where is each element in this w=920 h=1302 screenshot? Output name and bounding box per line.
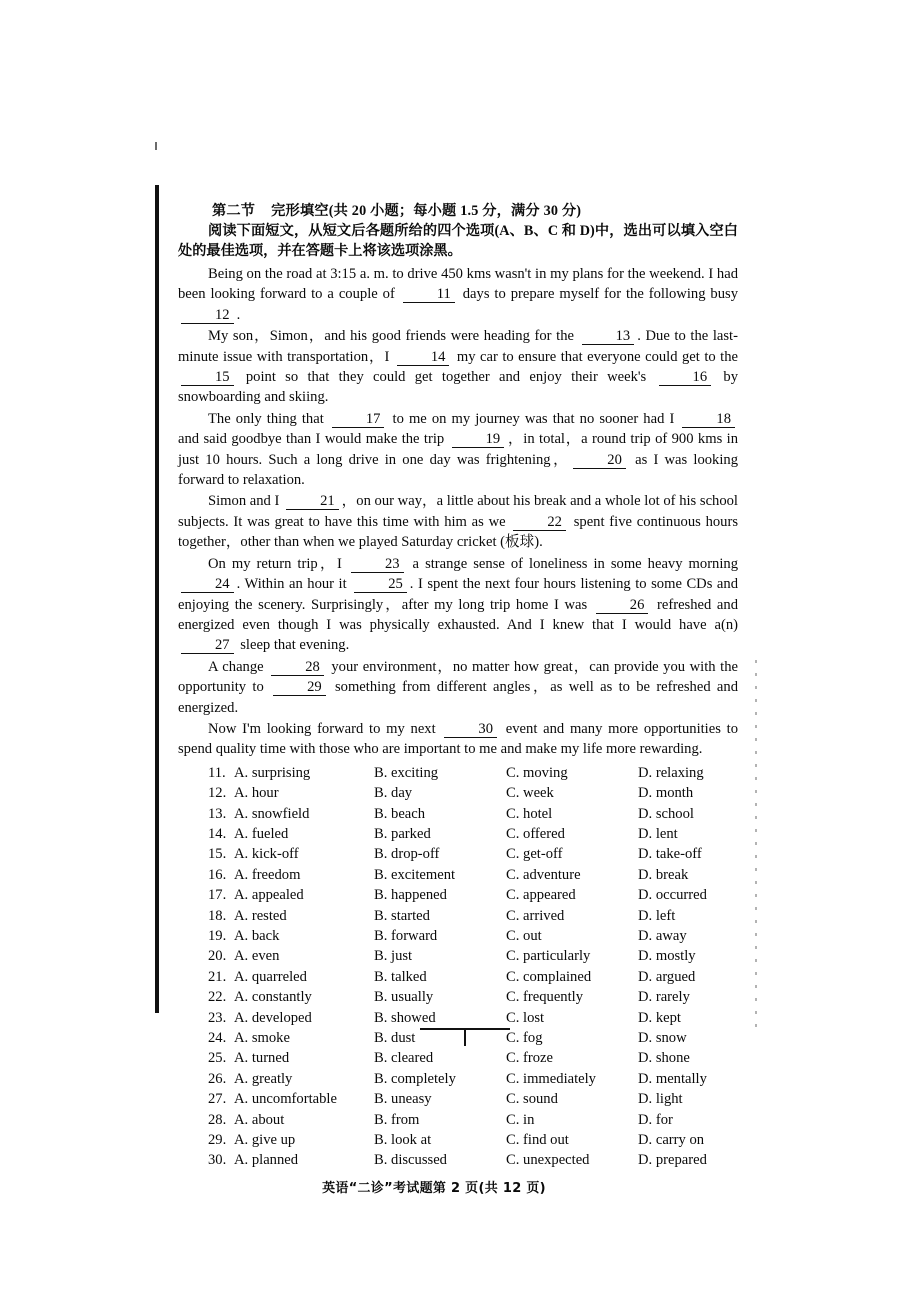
option-d-choice[interactable]: D. prepared xyxy=(638,1152,707,1169)
option-d-choice[interactable]: D. argued xyxy=(638,968,696,985)
question-number: 24. xyxy=(208,1030,227,1047)
passage-text: point so that they could get together and enjoy their week's xyxy=(236,369,656,386)
option-b-choice[interactable]: B. just xyxy=(374,948,413,965)
cloze-blank-27[interactable]: 27 xyxy=(181,638,234,654)
option-c-choice[interactable]: C. fog xyxy=(506,1030,543,1047)
question-number: 19. xyxy=(208,928,227,944)
question-row xyxy=(208,844,738,864)
option-c-choice[interactable]: C. adventure xyxy=(506,866,581,883)
option-c-choice[interactable]: C. week xyxy=(506,785,554,802)
question-row xyxy=(208,824,738,844)
option-b-choice[interactable]: B. excitement xyxy=(374,866,456,883)
passage-text: Now I'm looking forward to my next xyxy=(208,720,442,737)
passage-paragraph xyxy=(178,409,738,491)
question-number: 28. xyxy=(208,1111,227,1128)
question-row xyxy=(208,885,738,905)
page-footer: 英语“二诊”考试题第 2 页(共 12 页) xyxy=(322,1180,546,1196)
option-d-choice[interactable]: D. left xyxy=(638,907,676,924)
question-row xyxy=(208,865,738,885)
option-c-choice[interactable]: C. in xyxy=(506,1111,535,1128)
cloze-blank-30[interactable]: 30 xyxy=(444,722,497,738)
question-number: 18. xyxy=(208,907,227,924)
option-b-choice[interactable]: B. cleared xyxy=(374,1050,434,1067)
passage-text: My son，Simon，and his good friends were heading for the xyxy=(208,328,579,345)
question-number: 11. xyxy=(208,764,226,781)
option-c-choice[interactable]: C. offered xyxy=(506,825,565,842)
option-b-choice[interactable]: B. started xyxy=(374,907,430,924)
option-a-choice[interactable]: A. back xyxy=(234,928,280,944)
option-c-choice[interactable]: C. arrived xyxy=(506,907,565,924)
option-d-choice[interactable]: D. shone xyxy=(638,1050,690,1067)
option-b-choice[interactable]: B. exciting xyxy=(374,764,439,781)
cloze-blank-18[interactable]: 18 xyxy=(682,412,735,428)
option-a-choice[interactable]: A. snowfield xyxy=(234,805,310,822)
option-d-choice[interactable]: D. carry on xyxy=(638,1132,705,1149)
option-d-choice[interactable]: D. take-off xyxy=(638,846,702,863)
passage-text: The only thing that xyxy=(208,410,329,427)
option-c-choice[interactable]: C. immediately xyxy=(506,1070,596,1087)
exam-content-column xyxy=(178,200,738,1196)
question-number: 12. xyxy=(208,785,227,802)
question-row xyxy=(208,1048,738,1068)
cloze-blank-12[interactable]: 12 xyxy=(181,308,234,324)
option-c-choice[interactable]: C. particularly xyxy=(506,948,591,965)
option-d-choice[interactable]: D. kept xyxy=(638,1009,681,1026)
passage-text: your environment，no matter how great，can provide you with the opportunity to xyxy=(178,658,738,696)
passage-text: . Due to the last-minute issue with transportation，I xyxy=(178,328,738,365)
option-b-choice[interactable]: B. day xyxy=(374,785,413,802)
passage-text: my car to ensure that everyone could get to the xyxy=(452,348,738,365)
option-a-choice[interactable]: A. even xyxy=(234,948,280,965)
question-row xyxy=(208,906,738,926)
question-row xyxy=(208,987,738,1007)
question-row xyxy=(208,926,738,946)
question-number: 22. xyxy=(208,989,227,1006)
option-c-choice[interactable]: C. get-off xyxy=(506,846,563,863)
question-number: 20. xyxy=(208,948,227,965)
question-row xyxy=(208,1089,738,1109)
question-number: 21. xyxy=(208,968,227,985)
question-number: 27. xyxy=(208,1091,227,1108)
question-row xyxy=(208,1130,738,1150)
passage-text: On my return trip，I xyxy=(208,555,348,572)
top-registration-tick-artifact xyxy=(155,142,157,150)
question-row xyxy=(208,1008,738,1028)
passage-text: to me on my journey was that no sooner had I xyxy=(387,410,680,427)
cloze-blank-17[interactable]: 17 xyxy=(332,412,385,428)
option-c-choice[interactable]: C. out xyxy=(506,928,542,944)
option-d-choice[interactable]: D. lent xyxy=(638,825,678,842)
option-d-choice[interactable]: D. break xyxy=(638,866,689,883)
passage-text: . xyxy=(236,306,241,323)
option-b-choice[interactable]: B. completely xyxy=(374,1070,456,1087)
passage-text: a strange sense of loneliness in some heavy morning xyxy=(406,555,738,572)
question-row xyxy=(208,1110,738,1130)
option-a-choice[interactable]: A. hour xyxy=(234,785,279,802)
question-number: 29. xyxy=(208,1132,227,1149)
option-b-choice[interactable]: B. look at xyxy=(374,1132,432,1149)
section-directions: 阅读下面短文，从短文后各题所给的四个选项(A、B、C 和 D)中，选出可以填入空白处的最佳选项，并在答题卡上将该选项涂黑。 xyxy=(178,223,738,259)
cloze-blank-16[interactable]: 16 xyxy=(659,370,712,386)
passage-text: Being on the road at 3:15 a. m. to drive 450 kms wasn't in my plans for the weekend. I had been looking forward to a couple of xyxy=(178,266,738,303)
option-a-choice[interactable]: A. turned xyxy=(234,1050,290,1067)
option-b-choice[interactable]: B. showed xyxy=(374,1009,436,1026)
option-a-choice[interactable]: A. give up xyxy=(234,1132,296,1149)
question-number: 25. xyxy=(208,1050,227,1067)
option-c-choice[interactable]: C. moving xyxy=(506,764,568,781)
section-number: 第二节 xyxy=(212,203,256,219)
question-row xyxy=(208,1028,738,1048)
passage-text: event and many more opportunities to spend quality time with those who are important to me and make my life more rewarding. xyxy=(178,720,738,758)
option-d-choice[interactable]: D. school xyxy=(638,805,694,822)
option-c-choice[interactable]: C. hotel xyxy=(506,805,553,822)
section-title: 完形填空(共 20 小题；每小题 1.5 分，满分 30 分) xyxy=(271,203,582,219)
option-b-choice[interactable]: B. parked xyxy=(374,825,431,842)
option-a-choice[interactable]: A. about xyxy=(234,1111,285,1128)
option-c-choice[interactable]: C. find out xyxy=(506,1132,569,1149)
passage-text: A change xyxy=(208,658,269,675)
passage-text: Simon and I xyxy=(208,493,284,510)
option-c-choice[interactable]: C. unexpected xyxy=(506,1152,590,1169)
question-row xyxy=(208,804,738,824)
question-number: 17. xyxy=(208,887,227,904)
option-b-choice[interactable]: B. usually xyxy=(374,989,434,1006)
option-a-choice[interactable]: A. developed xyxy=(234,1009,312,1026)
cloze-blank-24[interactable]: 24 xyxy=(181,577,234,593)
passage-text: by snowboarding and skiing. xyxy=(178,369,738,406)
option-a-choice[interactable]: A. appealed xyxy=(234,887,304,904)
passage-text: and said goodbye than I would make the trip xyxy=(178,431,449,448)
option-b-choice[interactable]: B. from xyxy=(374,1111,420,1128)
option-c-choice[interactable]: C. lost xyxy=(506,1009,545,1026)
option-a-choice[interactable]: A. planned xyxy=(234,1152,299,1169)
option-b-choice[interactable]: B. uneasy xyxy=(374,1091,432,1108)
question-row xyxy=(208,1069,738,1089)
passage-text: . Within an hour it xyxy=(236,576,352,593)
passage-paragraph xyxy=(178,554,738,656)
question-number: 23. xyxy=(208,1009,227,1026)
passage-text: . I spent the next four hours listening to some CDs and enjoying the scenery. Surprisingly，after my long trip home I was xyxy=(178,576,738,613)
passage-paragraph xyxy=(178,326,738,408)
question-row xyxy=(208,946,738,966)
cloze-blank-15[interactable]: 15 xyxy=(181,370,234,386)
page-binding-edge-artifact xyxy=(155,185,159,1013)
section-heading xyxy=(178,200,738,220)
cloze-blank-26[interactable]: 26 xyxy=(596,598,649,614)
cloze-blank-20[interactable]: 20 xyxy=(573,453,626,469)
passage-paragraph xyxy=(178,491,738,552)
question-number: 15. xyxy=(208,846,227,863)
passage-text: refreshed and energized even though I was physically exhausted. And I knew that I would have a(n) xyxy=(178,596,738,633)
option-d-choice[interactable]: D. for xyxy=(638,1111,673,1128)
option-a-choice[interactable]: A. constantly xyxy=(234,989,312,1006)
question-row xyxy=(208,763,738,783)
option-c-choice[interactable]: C. complained xyxy=(506,968,592,985)
option-d-choice[interactable]: D. occurred xyxy=(638,887,707,904)
option-d-choice[interactable]: D. rarely xyxy=(638,989,690,1006)
option-d-choice[interactable]: D. snow xyxy=(638,1030,687,1047)
option-d-choice[interactable]: D. mentally xyxy=(638,1070,707,1087)
option-d-choice[interactable]: D. mostly xyxy=(638,948,696,965)
option-b-choice[interactable]: B. talked xyxy=(374,968,427,985)
option-c-choice[interactable]: C. sound xyxy=(506,1091,558,1108)
option-a-choice[interactable]: A. quarreled xyxy=(234,968,307,985)
option-a-choice[interactable]: A. freedom xyxy=(234,866,301,883)
option-a-choice[interactable]: A. smoke xyxy=(234,1030,290,1047)
option-d-choice[interactable]: D. away xyxy=(638,928,687,944)
right-margin-dotted-artifact xyxy=(755,660,757,1030)
passage-text: ，on our way，a little about his break and a whole lot of his school subjects. It was great to have this time with him as we xyxy=(178,493,738,530)
option-a-choice[interactable]: A. uncomfortable xyxy=(234,1091,337,1108)
option-b-choice[interactable]: B. happened xyxy=(374,887,447,904)
cloze-blank-19[interactable]: 19 xyxy=(452,432,505,448)
cloze-blank-28[interactable]: 28 xyxy=(271,660,324,676)
passage-paragraph xyxy=(178,719,738,760)
cloze-blank-29[interactable]: 29 xyxy=(273,680,326,696)
option-c-choice[interactable]: C. frequently xyxy=(506,989,584,1006)
cloze-blank-22[interactable]: 22 xyxy=(513,515,566,531)
option-d-choice[interactable]: D. light xyxy=(638,1091,683,1108)
question-number: 14. xyxy=(208,825,227,842)
question-number: 16. xyxy=(208,866,227,883)
cloze-blank-13[interactable]: 13 xyxy=(582,329,635,345)
question-row xyxy=(208,1150,738,1170)
cloze-blank-23[interactable]: 23 xyxy=(351,557,404,573)
cloze-blank-14[interactable]: 14 xyxy=(397,350,450,366)
option-a-choice[interactable]: A. kick-off xyxy=(234,846,299,863)
cloze-blank-11[interactable]: 11 xyxy=(403,287,455,303)
answer-options-list xyxy=(178,763,738,1171)
option-d-choice[interactable]: D. relaxing xyxy=(638,764,704,781)
question-row xyxy=(208,967,738,987)
option-b-choice[interactable]: B. discussed xyxy=(374,1152,447,1169)
passage-text: ，in total，a round trip of 900 kms in just 10 hours. Such a long drive in one day was frightening， xyxy=(178,431,738,468)
passage-paragraph xyxy=(178,264,738,325)
question-number: 26. xyxy=(208,1070,227,1087)
option-c-choice[interactable]: C. appeared xyxy=(506,887,576,904)
passage-text: spent five continuous hours together，other than when we played Saturday cricket (板球). xyxy=(178,513,738,551)
question-row xyxy=(208,783,738,803)
cloze-blank-21[interactable]: 21 xyxy=(286,494,339,510)
option-c-choice[interactable]: C. froze xyxy=(506,1050,554,1067)
passage-paragraph xyxy=(178,657,738,718)
option-a-choice[interactable]: A. surprising xyxy=(234,764,311,781)
option-b-choice[interactable]: B. beach xyxy=(374,805,426,822)
option-a-choice[interactable]: A. rested xyxy=(234,907,287,924)
option-b-choice[interactable]: B. drop-off xyxy=(374,846,440,863)
option-a-choice[interactable]: A. fueled xyxy=(234,825,289,842)
passage-text: days to prepare myself for the following busy xyxy=(457,286,738,303)
cloze-passage xyxy=(178,264,738,760)
cloze-blank-25[interactable]: 25 xyxy=(354,577,407,593)
question-number: 13. xyxy=(208,805,227,822)
passage-text: something from different angles，as well as to be refreshed and energized. xyxy=(178,679,738,716)
option-a-choice[interactable]: A. greatly xyxy=(234,1070,293,1087)
passage-text: sleep that evening. xyxy=(236,637,350,654)
passage-text: as I was looking forward to relaxation. xyxy=(178,451,738,489)
option-b-choice[interactable]: B. dust xyxy=(374,1030,416,1047)
option-b-choice[interactable]: B. forward xyxy=(374,928,438,944)
option-d-choice[interactable]: D. month xyxy=(638,785,694,802)
question-number: 30. xyxy=(208,1152,227,1169)
